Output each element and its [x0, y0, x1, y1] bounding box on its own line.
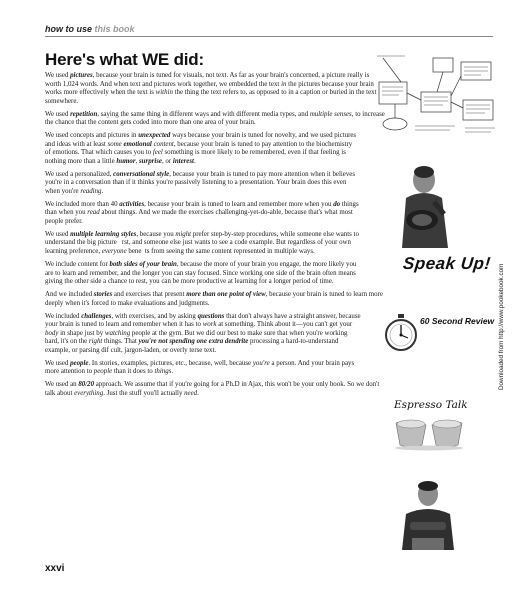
- emphasis: more than one point of view: [186, 291, 266, 299]
- emphasis: reading: [80, 187, 102, 195]
- text: processing a hard-to-understand example, or parsing dif cult, jargon-laden, or overly terse text.: [45, 338, 339, 354]
- text: ,: [135, 157, 139, 165]
- emphasis: people: [70, 359, 89, 367]
- text: , because your brain is tuned to pay more attention when it believes you're in a conversation than if it thinks you're passively listening to a presentation. Your brain does this even when you're: [45, 170, 356, 195]
- text: people at the gym. But we did our best to make sure that when you're working hard, it's on the: [45, 329, 348, 346]
- text: that don't always have a straight answer, because your brain is tuned to learn and remember when it has to: [45, 312, 361, 329]
- emphasis: people: [93, 368, 113, 376]
- text: We used concepts and pictures in: [45, 132, 139, 140]
- text: , with exercises, and by asking: [111, 312, 198, 320]
- espresso-talk-label: Espresso Talk: [394, 399, 468, 411]
- emphasis: you're not spending one extra dendrite: [138, 338, 249, 346]
- text: . Just the stuff you'll actually: [103, 389, 185, 397]
- text: , because your brain is tuned to learn and remember more when you: [144, 200, 334, 208]
- text: than it does to: [112, 368, 155, 376]
- text: , because your brain is tuned to learn more deeply when it's forced to make evaluations and judgments.: [45, 291, 383, 307]
- emphasis: things: [154, 368, 172, 376]
- paragraph-challenges: [45, 313, 363, 356]
- text: .: [193, 157, 196, 165]
- emphasis: both sides of your brain: [109, 261, 177, 269]
- emphasis: conversational style: [113, 170, 170, 178]
- emphasis: feel: [152, 149, 163, 157]
- page-number: xxvi: [45, 563, 65, 574]
- text: .: [197, 389, 199, 397]
- text: approach. We assume that if you're going for a Ph.D in Ajax, this won't be your only book. So we don't talk about: [45, 381, 380, 397]
- text: , saying the same thing in different ways and with different media types, and: [97, 110, 310, 118]
- text: at something. Think about it—you can't get your: [216, 321, 353, 329]
- man-with-megaphone-photo: [398, 158, 458, 254]
- text: And we included: [45, 291, 94, 299]
- text: .: [171, 368, 174, 376]
- text: We included: [45, 312, 82, 320]
- text: We included more than 40: [45, 200, 120, 208]
- text: something is more likely to be remembered, even if that feeling is nothing more than a little: [45, 149, 346, 165]
- emphasis: some: [107, 140, 122, 148]
- text: , or: [161, 157, 173, 165]
- emphasis: stories: [93, 291, 113, 299]
- text: about things. And we made the exercises challenging-yet-do-able, because that's what most people prefer.: [45, 209, 353, 225]
- emphasis: humor: [116, 157, 136, 165]
- text: things than when you: [45, 200, 359, 217]
- emphasis: right: [88, 338, 103, 346]
- emphasis: content: [153, 140, 174, 148]
- text: a person. And your brain pays more attention to: [45, 359, 355, 376]
- emphasis: do: [333, 200, 341, 208]
- paragraph-repetition: [45, 111, 390, 128]
- emphasis: everything: [74, 389, 104, 397]
- header-suffix: this book: [94, 24, 135, 34]
- text: in shape just by: [58, 329, 105, 337]
- paragraph-80-20: [45, 381, 390, 398]
- text: ways because your brain is tuned for novelty, and we used pictures and ideas with at least: [45, 132, 357, 148]
- brain-diagram-sketch: [375, 52, 499, 138]
- text: We used: [45, 359, 71, 367]
- emphasis: in: [281, 80, 287, 88]
- text: We include content for: [45, 261, 110, 269]
- text: , because your brain is tuned for visuals, not text. As far as your brain's concerned, a picture really is worth 1,024 words. And when text and pictures work together, we embedded the text: [45, 72, 370, 88]
- emphasis: surprise: [139, 157, 162, 165]
- side-watermark: Downloaded from http://www.pookebook.com: [498, 263, 505, 390]
- paragraph-stories: [45, 291, 383, 308]
- emphasis: unexpected: [138, 132, 171, 140]
- emphasis: repetition: [70, 110, 98, 118]
- text: .: [101, 187, 104, 195]
- paragraph-learning-styles: [45, 231, 363, 257]
- emphasis: multiple senses: [309, 110, 352, 118]
- emphasis: challenges: [81, 312, 112, 320]
- paragraph-activities: [45, 201, 361, 227]
- coffee-cups-photo: [392, 415, 466, 451]
- page-title: Here's what WE did:: [45, 50, 204, 69]
- man-arms-crossed-photo: [400, 478, 456, 550]
- emphasis: emotional: [123, 140, 152, 148]
- text: , because the more of your brain you engage, the more likely you are to learn and remember, and the longer you can stay focused. Since working one side of the brain often means giving the other side a chance to rest, you can be more productive at learning for a longer period of time.: [45, 261, 357, 286]
- text: prefer step-by-step procedures, while someone else wants to understand the big picture rst, and someone else just wants to see a code example. But regardless of your own learning preference,: [45, 230, 359, 255]
- text: We used: [45, 72, 71, 79]
- emphasis: watching: [104, 329, 131, 337]
- text: , because you: [136, 230, 176, 238]
- paragraph-people: [45, 360, 363, 377]
- text: , because your brain is tuned to pay attention to the biochemistry of emotions. That which causes you to: [45, 140, 353, 157]
- text: We used an: [45, 381, 79, 389]
- emphasis: need: [184, 389, 198, 397]
- text: We used: [45, 230, 71, 238]
- emphasis: you're: [252, 359, 270, 367]
- header-prefix: how to use: [45, 24, 92, 34]
- emphasis: pictures: [70, 72, 93, 79]
- emphasis: might: [175, 230, 192, 238]
- paragraph-conversational: [45, 171, 359, 197]
- sixty-second-review-label: 60 Second Review: [420, 316, 495, 326]
- paragraph-pictures: [45, 72, 385, 106]
- stopwatch-icon: [381, 313, 421, 353]
- paragraph-unexpected: [45, 132, 357, 166]
- emphasis: read: [87, 209, 100, 217]
- text: . In stories, examples, pictures, etc., because, well, because: [88, 359, 253, 367]
- text: the pictures because your brain works more effectively when the text is: [45, 80, 374, 96]
- emphasis: body: [45, 329, 59, 337]
- text: We used a personalized,: [45, 170, 114, 178]
- emphasis: activities: [119, 200, 145, 208]
- running-header: [45, 24, 135, 34]
- emphasis: 80/20: [78, 381, 95, 389]
- paragraph-both-sides: [45, 261, 363, 287]
- emphasis: within: [155, 89, 173, 96]
- text: bene ts from seeing the same content represented in multiple ways.: [126, 247, 315, 255]
- emphasis: work: [202, 321, 217, 329]
- emphasis: questions: [197, 312, 225, 320]
- text: We used: [45, 110, 71, 118]
- body-text: [45, 72, 390, 403]
- emphasis: interest: [172, 157, 194, 165]
- text: , to increase the chance that the content gets coded into more than one area of your brain.: [45, 110, 385, 127]
- emphasis: multiple learning styles: [70, 230, 137, 238]
- header-rule: [45, 36, 493, 37]
- text: the thing the text refers to, as opposed to in a caption or buried in the text somewhere.: [45, 89, 377, 105]
- text: things. That: [102, 338, 139, 346]
- emphasis: everyone: [101, 247, 127, 255]
- speak-up-label: Speak Up!: [402, 254, 492, 273]
- text: and exercises that present: [112, 291, 187, 299]
